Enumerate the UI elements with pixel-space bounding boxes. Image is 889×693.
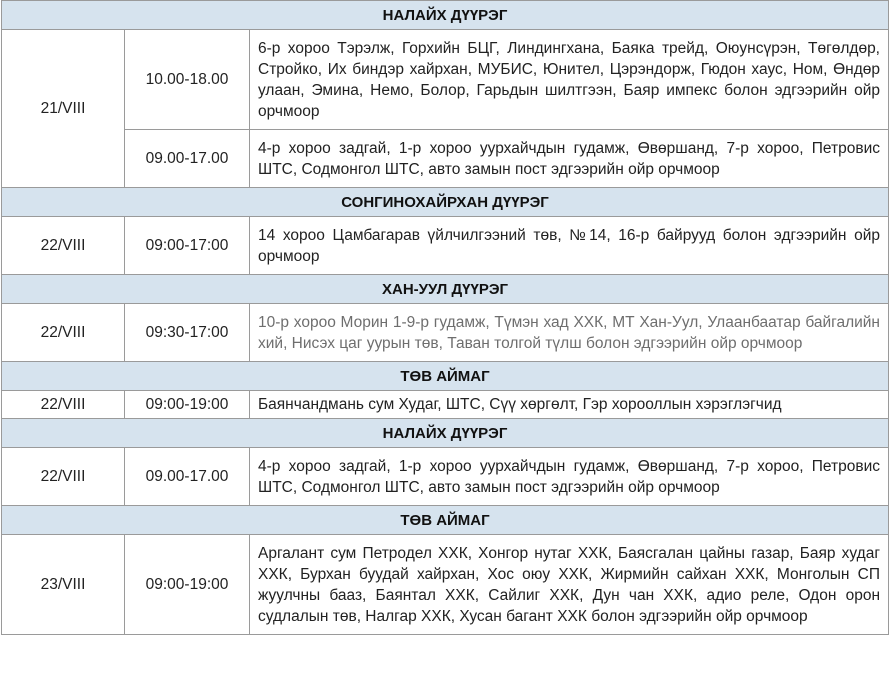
locations-cell: Аргалант сум Петродел ХХК, Хонгор нутаг ХХК, Баясгалан цайны газар, Баяр худаг ХХК, Бурхан буудай хайрхан, Хос оюу ХХК, Жирмийн сайхан ХХК, Монголын СП жуулчны бааз, Баянтал ХХК, Сайлиг ХХК, Дун чан ХХК, адио реле, Одон орон судлалын төв, Налгар ХХК, Хусан багант ХХК болон эдгээрийн ойр орчмоор (250, 535, 889, 635)
schedule-row (2, 217, 889, 275)
district-title: НАЛАЙХ ДҮҮРЭГ (2, 419, 889, 448)
schedule-row (2, 535, 889, 635)
locations-cell: 4-р хороо задгай, 1-р хороо уурхайчдын гудамж, Өвөршанд, 7-р хороо, Петровис ШТС, Содмонгол ШТС, авто замын пост эдгээрийн ойр орчмоор (250, 448, 889, 506)
schedule-row (2, 304, 889, 362)
time-cell: 09:00-19:00 (125, 391, 250, 419)
time-cell: 09:00-19:00 (125, 535, 250, 635)
schedule-row (2, 448, 889, 506)
time-cell: 09.00-17.00 (125, 130, 250, 188)
time-cell: 09:00-17:00 (125, 217, 250, 275)
district-title: ТӨВ АЙМАГ (2, 362, 889, 391)
locations-cell: 4-р хороо задгай, 1-р хороо уурхайчдын гудамж, Өвөршанд, 7-р хороо, Петровис ШТС, Содмонгол ШТС, авто замын пост эдгээрийн ойр орчмоор (250, 130, 889, 188)
schedule-table-body (2, 1, 889, 635)
district-title: СОНГИНОХАЙРХАН ДҮҮРЭГ (2, 188, 889, 217)
time-cell: 09:30-17:00 (125, 304, 250, 362)
district-title: ХАН-УУЛ ДҮҮРЭГ (2, 275, 889, 304)
time-cell: 10.00-18.00 (125, 30, 250, 130)
schedule-row (2, 30, 889, 130)
outage-schedule-table (1, 0, 889, 635)
date-cell: 23/VIII (2, 535, 125, 635)
locations-cell: 10-р хороо Морин 1-9-р гудамж, Түмэн хад ХХК, МТ Хан-Уул, Улаанбаатар байгалийн хий, Нисэх цаг уурын төв, Таван толгой түлш болон эдгээрийн ойр орчмоор (250, 304, 889, 362)
date-cell: 21/VIII (2, 30, 125, 188)
locations-cell: 6-р хороо Тэрэлж, Горхийн БЦГ, Линдингхана, Баяка трейд, Оюунсүрэн, Төгөлдөр, Стройко, Их биндэр хайрхан, МУБИС, Юнител, Цэрэндорж, Гюдон хаус, Ном, Өндөр улаан, Эмина, Немо, Болор, Гарьдын шилтгээн, Баяр импекс болон эдгээрийн ойр орчмоор (250, 30, 889, 130)
time-cell: 09.00-17.00 (125, 448, 250, 506)
schedule-row (2, 130, 889, 188)
district-title: ТӨВ АЙМАГ (2, 506, 889, 535)
locations-cell: Баянчандмань сум Худаг, ШТС, Сүү хөргөлт, Гэр хорооллын хэрэглэгчид (250, 391, 889, 419)
district-header-row (2, 362, 889, 391)
date-cell: 22/VIII (2, 304, 125, 362)
district-header-row (2, 419, 889, 448)
schedule-row (2, 391, 889, 419)
district-header-row (2, 506, 889, 535)
locations-cell: 14 хороо Цамбагарав үйлчилгээний төв, №14, 16-р байрууд болон эдгээрийн ойр орчмоор (250, 217, 889, 275)
district-header-row (2, 275, 889, 304)
district-header-row (2, 188, 889, 217)
district-header-row (2, 1, 889, 30)
date-cell: 22/VIII (2, 217, 125, 275)
date-cell: 22/VIII (2, 391, 125, 419)
date-cell: 22/VIII (2, 448, 125, 506)
district-title: НАЛАЙХ ДҮҮРЭГ (2, 1, 889, 30)
